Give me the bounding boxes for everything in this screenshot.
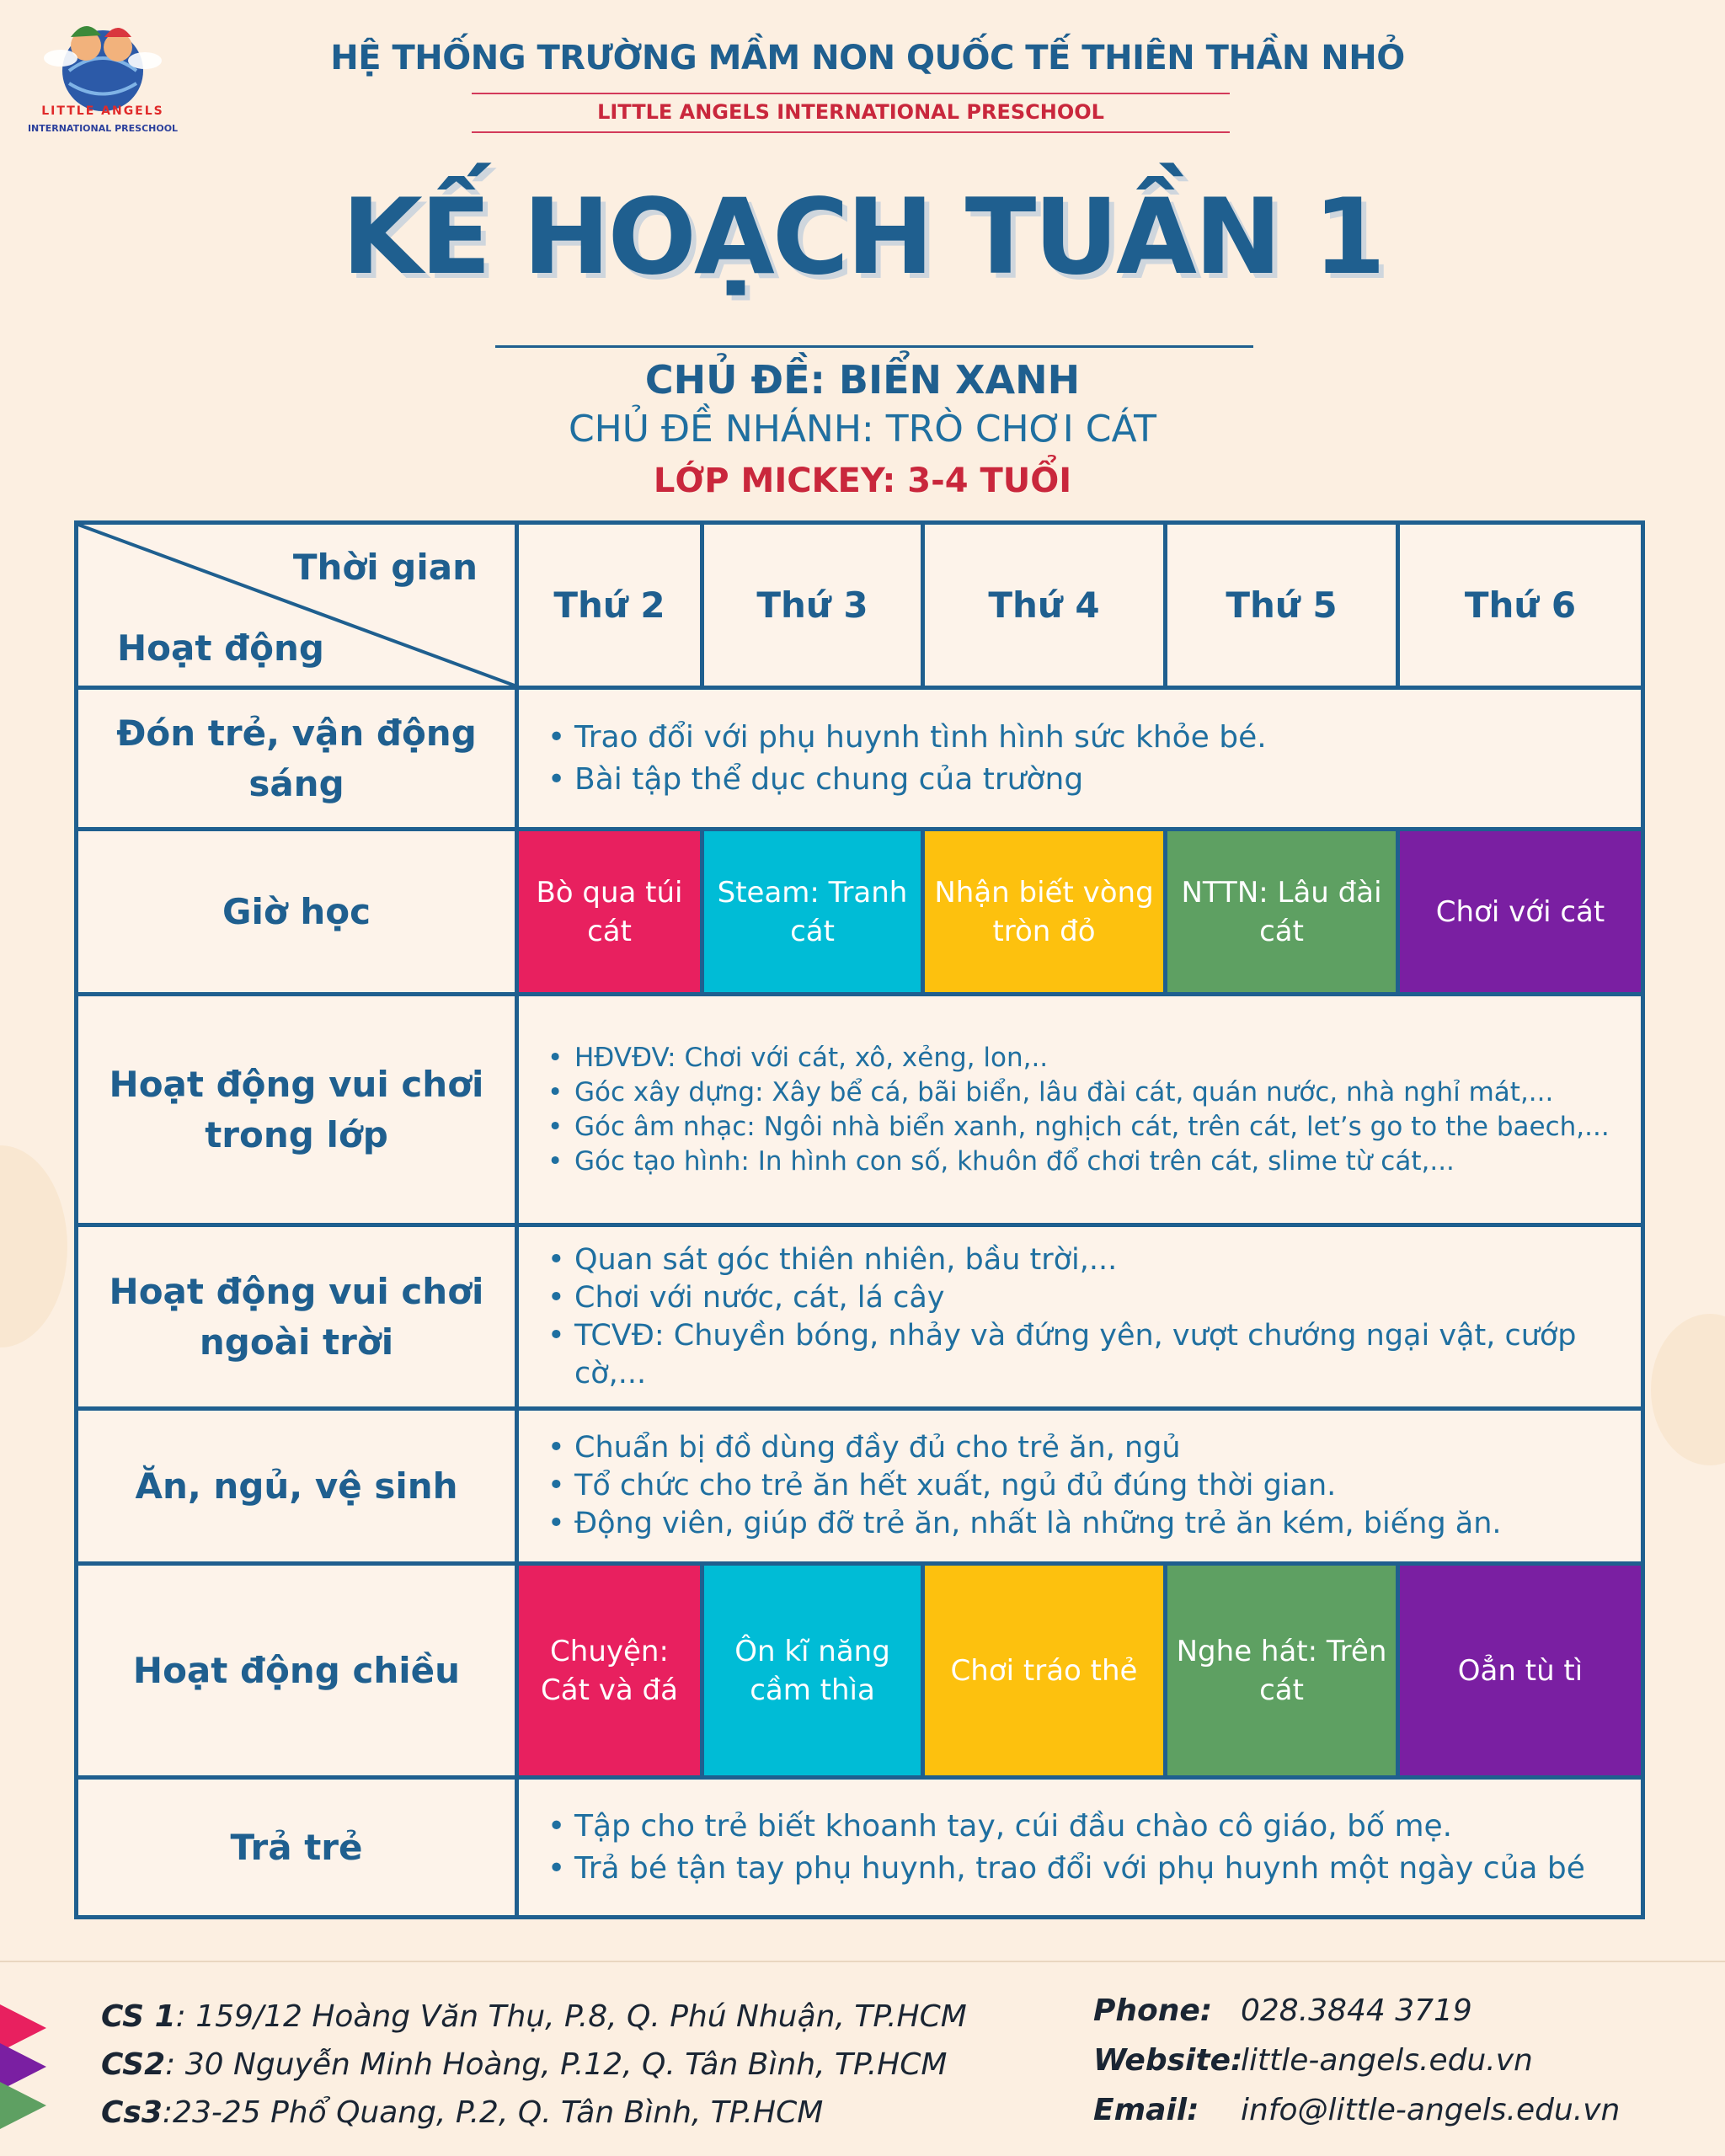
list-item: • Góc tạo hình: In hình con số, khuôn đổ chơi trên cát, slime từ cát,... [544,1145,1632,1179]
row-content-pickup [517,1778,1643,1918]
topic-title: CHỦ ĐỀ: BIỂN XANH [644,357,1081,403]
lesson-cell: Chơi với cát [1398,830,1643,995]
lesson-cell: NTTN: Lâu đài cát [1166,830,1398,995]
corner-activity-label: Hoạt động [117,627,324,669]
list-item: • Bài tập thể dục chung của trường [544,759,1632,801]
school-name: HỆ THỐNG TRƯỜNG MẦM NON QUỐC TẾ THIÊN THẦN NHỎ [330,39,1405,77]
row-label-pickup: Trả trẻ [77,1778,517,1918]
table-row [77,1225,1643,1409]
table-row [77,830,1643,995]
chevron-arrows-icon [0,2004,59,2148]
row-label-afternoon: Hoạt động chiều [77,1564,517,1778]
table-row [77,688,1643,830]
svg-text:LITTLE ANGELS: LITTLE ANGELS [41,104,164,118]
afternoon-cell: Ôn kĩ năng cầm thìa [702,1564,923,1778]
row-label-lesson: Giờ học [77,830,517,995]
website-label: Website: [1093,2043,1243,2078]
list-item: • Tập cho trẻ biết khoanh tay, cúi đầu chào cô giáo, bố mẹ. [544,1806,1632,1848]
day-header: Thứ 6 [1398,523,1643,688]
title-divider [495,345,1253,348]
contact-info [1093,1986,1620,2135]
campus-address-text: : 159/12 Hoàng Văn Thụ, P.8, Q. Phú Nhuận, TP.HCM [175,1999,967,2034]
list-item: • Động viên, giúp đỡ trẻ ăn, nhất là những trẻ ăn kém, biếng ăn. [544,1505,1632,1543]
list-item: • Trao đổi với phụ huynh tình hình sức khỏe bé. [544,717,1632,759]
row-label-indoor: Hoạt động vui chơi trong lớp [77,995,517,1225]
campus-address [101,1993,967,2041]
website-link[interactable]: little-angels.edu.vn [1241,2043,1533,2078]
email-label: Email: [1093,2093,1199,2127]
row-content-indoor [517,995,1643,1225]
list-item: • HĐVĐV: Chơi với cát, xô, xẻng, lon,.. [544,1041,1632,1075]
row-label-outdoor: Hoạt động vui chơi ngoài trời [77,1225,517,1409]
campus-address-text: :23-25 Phổ Quang, P.2, Q. Tân Bình, TP.HCM [162,2095,824,2130]
campus-label: CS 1 [101,1999,176,2034]
list-item: • Tổ chức cho trẻ ăn hết xuất, ngủ đủ đúng thời gian. [544,1467,1632,1505]
afternoon-cell: Oẳn tù tì [1398,1564,1643,1778]
website-line [1093,2036,1620,2085]
campus-addresses [101,1993,967,2137]
row-content-outdoor [517,1225,1643,1409]
page-title: KẾ HOẠCH TUẦN 1 [341,177,1384,298]
corner-cell [77,523,517,688]
day-header: Thứ 2 [517,523,702,688]
class-info: LỚP MICKEY: 3-4 TUỔI [653,462,1072,500]
afternoon-cell: Chơi tráo thẻ [923,1564,1166,1778]
list-item: • TCVĐ: Chuyền bóng, nhảy và đứng yên, vượt chướng ngại vật, cướp cờ,... [544,1317,1632,1393]
table-row [77,1409,1643,1564]
list-item: • Trả bé tận tay phụ huynh, trao đổi với phụ huynh một ngày của bé [544,1848,1632,1890]
subtopic-title: CHỦ ĐỀ NHÁNH: TRÒ CHƠI CÁT [568,408,1157,451]
school-logo [19,12,187,138]
phone-value: 028.3844 3719 [1241,1993,1472,2028]
list-item: • Quan sát góc thiên nhiên, bầu trời,... [544,1241,1632,1279]
day-header: Thứ 4 [923,523,1166,688]
afternoon-cell: Nghe hát: Trên cát [1166,1564,1398,1778]
table-row [77,1564,1643,1778]
campus-label: Cs3 [101,2095,163,2130]
table-header-row [77,523,1643,688]
list-item: • Chuẩn bị đồ dùng đầy đủ cho trẻ ăn, ngủ [544,1429,1632,1467]
day-header: Thứ 5 [1166,523,1398,688]
background-decoration [0,1145,67,1348]
school-name-english: LITTLE ANGELS INTERNATIONAL PRESCHOOL [472,93,1230,133]
list-item: • Góc xây dựng: Xây bể cá, bãi biển, lâu đài cát, quán nước, nhà nghỉ mát,... [544,1075,1632,1110]
campus-address [101,2041,967,2089]
campus-label: CS2 [101,2047,166,2082]
lesson-cell: Steam: Tranh cát [702,830,923,995]
phone-line [1093,1986,1620,2036]
list-item: • Góc âm nhạc: Ngôi nhà biển xanh, nghịch cát, trên cát, let’s go to the baech,... [544,1110,1632,1145]
afternoon-cell: Chuyện: Cát và đá [517,1564,702,1778]
phone-label: Phone: [1093,1993,1213,2028]
campus-address [101,2089,967,2137]
row-label-morning: Đón trẻ, vận động sáng [77,688,517,830]
lesson-cell: Bò qua túi cát [517,830,702,995]
footer-divider [0,1961,1725,1962]
row-label-meal: Ăn, ngủ, vệ sinh [77,1409,517,1564]
table-row [77,995,1643,1225]
background-decoration [1651,1314,1725,1465]
table-row [77,1778,1643,1918]
weekly-plan-table [74,520,1645,1919]
row-content-morning [517,688,1643,830]
list-item: • Chơi với nước, cát, lá cây [544,1279,1632,1317]
lesson-cell: Nhận biết vòng tròn đỏ [923,830,1166,995]
email-link[interactable]: info@little-angels.edu.vn [1241,2093,1621,2127]
svg-text:INTERNATIONAL PRESCHOOL: INTERNATIONAL PRESCHOOL [27,123,179,134]
corner-time-label: Thời gian [292,547,478,588]
day-header: Thứ 3 [702,523,923,688]
campus-address-text: : 30 Nguyễn Minh Hoàng, P.12, Q. Tân Bình, TP.HCM [165,2047,948,2082]
email-line [1093,2085,1620,2135]
row-content-meal [517,1409,1643,1564]
